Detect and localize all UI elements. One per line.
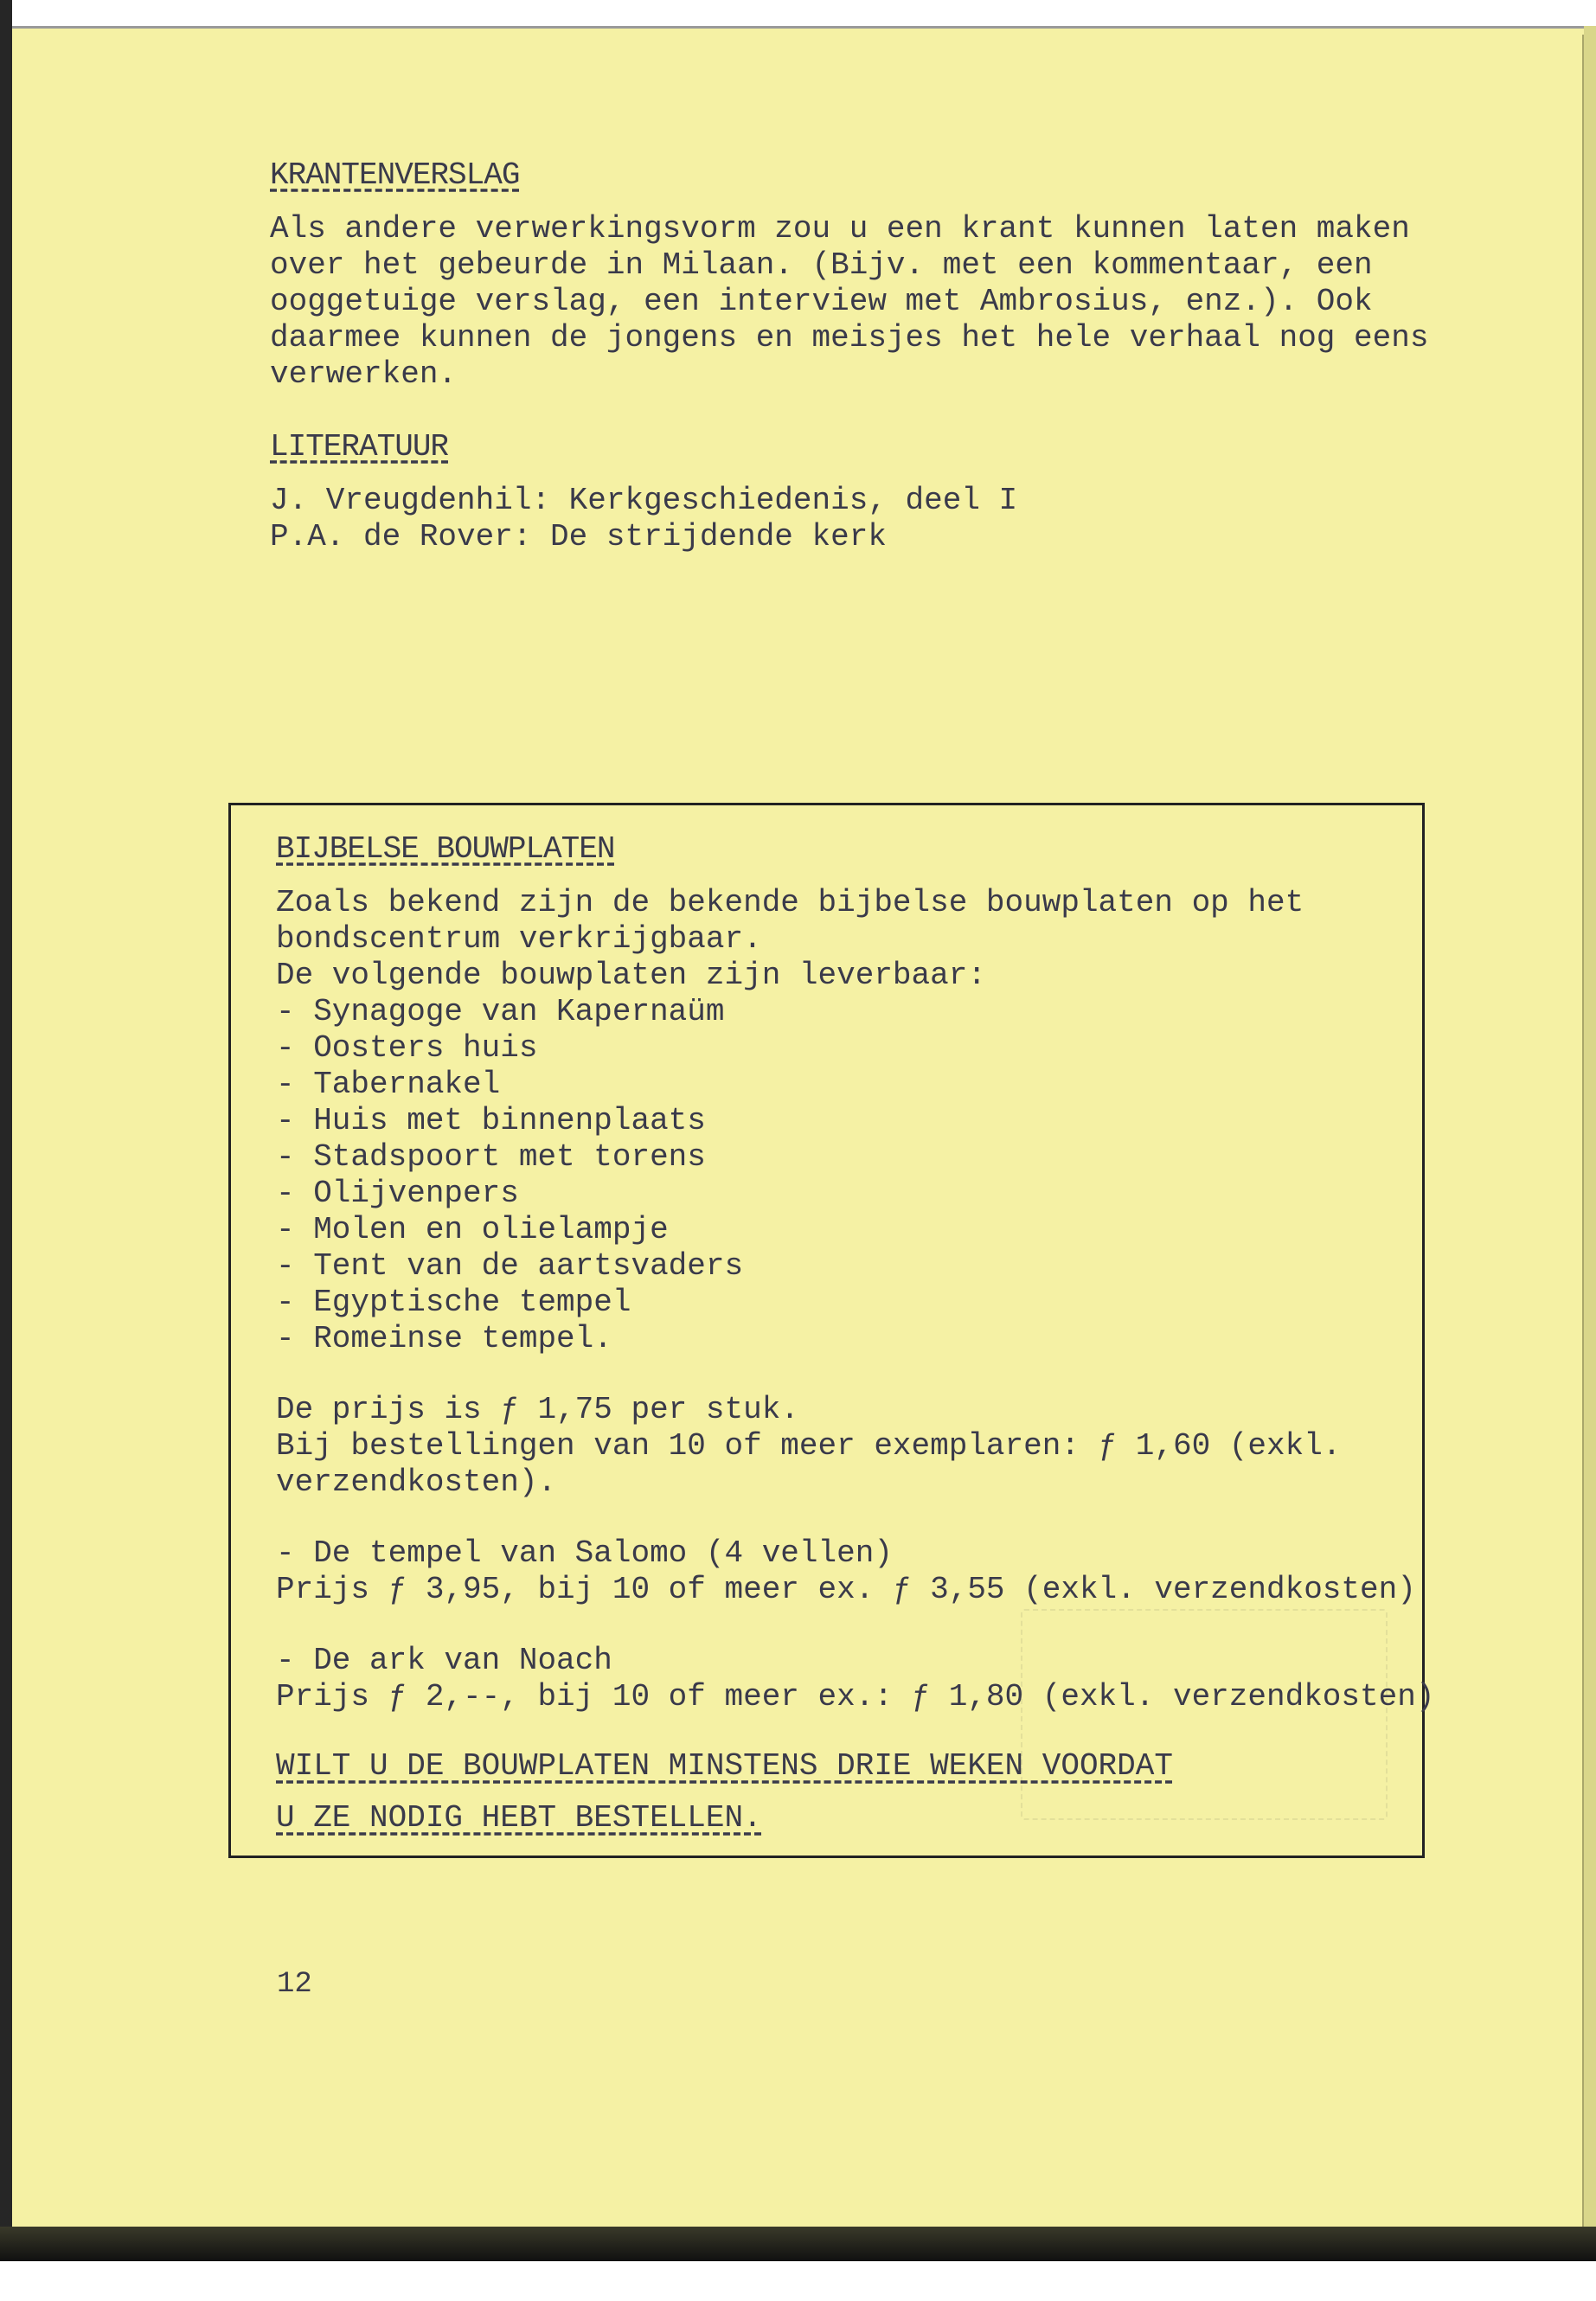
bouwplaat-item: - Tent van de aartsvaders (276, 1248, 744, 1284)
bottom-shadow (0, 2227, 1596, 2261)
bouwplaat-item: - Egyptische tempel (276, 1285, 631, 1320)
salomo-line: - De tempel van Salomo (4 vellen) (276, 1535, 893, 1571)
right-margin (1584, 26, 1596, 2301)
krantenverslag-line: over het gebeurde in Milaan. (Bijv. met een kommentaar, een (270, 247, 1373, 283)
bottom-margin (0, 2261, 1596, 2301)
bouwplaat-item: - Stadspoort met torens (276, 1139, 706, 1175)
bouwplaat-item: - Synagoge van Kapernaüm (276, 994, 725, 1029)
bouwplaat-item: - Tabernakel (276, 1067, 501, 1102)
top-margin (12, 0, 1596, 29)
bouwplaten-intro-line: bondscentrum verkrijgbaar. (276, 921, 762, 957)
bouwplaat-item: - Oosters huis (276, 1030, 538, 1066)
bouwplaat-item: - Huis met binnenplaats (276, 1103, 706, 1138)
noach-price-line: Prijs ƒ 2,--, bij 10 of meer ex.: ƒ 1,80 (exkl. verzendkosten) (276, 1679, 1435, 1715)
bouwplaten-intro-line: De volgende bouwplaten zijn leverbaar: (276, 958, 986, 993)
price-line: Bij bestellingen van 10 of meer exemplaren: ƒ 1,60 (exkl. (276, 1428, 1342, 1464)
bouwplaten-heading: BIJBELSE BOUWPLATEN (276, 831, 615, 867)
price-line: De prijs is ƒ 1,75 per stuk. (276, 1392, 799, 1427)
order-warning-line: WILT U DE BOUWPLATEN MINSTENS DRIE WEKEN VOORDAT (276, 1748, 1173, 1784)
bouwplaten-intro-line: Zoals bekend zijn de bekende bijbelse bouwplaten op het (276, 885, 1304, 920)
price-line: verzendkosten). (276, 1465, 557, 1500)
page-fold-line (1582, 35, 1584, 2249)
bouwplaat-item: - Romeinse tempel. (276, 1321, 612, 1356)
bouwplaat-item: - Molen en olielampje (276, 1212, 669, 1247)
literatuur-heading: LITERATUUR (270, 429, 449, 465)
krantenverslag-line: ooggetuige verslag, een interview met Ambrosius, enz.). Ook (270, 284, 1373, 319)
bouwplaat-item: - Olijvenpers (276, 1176, 519, 1211)
bouwplaten-box (228, 803, 1435, 1858)
page-number: 12 (277, 1968, 312, 2001)
krantenverslag-line: Als andere verwerkingsvorm zou u een krant kunnen laten maken (270, 211, 1410, 247)
krantenverslag-heading: KRANTENVERSLAG (270, 157, 520, 193)
salomo-price-line: Prijs ƒ 3,95, bij 10 of meer ex. ƒ 3,55 (exkl. verzendkosten) (276, 1572, 1416, 1607)
krantenverslag-line: verwerken. (270, 356, 458, 392)
order-warning-line: U ZE NODIG HEBT BESTELLEN. (276, 1800, 762, 1836)
noach-line: - De ark van Noach (276, 1643, 612, 1678)
literatuur-item: P.A. de Rover: De strijdende kerk (270, 519, 887, 554)
literatuur-item: J. Vreugdenhil: Kerkgeschiedenis, deel I (270, 483, 1018, 518)
krantenverslag-line: daarmee kunnen de jongens en meisjes het hele verhaal nog eens (270, 320, 1429, 356)
binding-edge (0, 0, 12, 2301)
